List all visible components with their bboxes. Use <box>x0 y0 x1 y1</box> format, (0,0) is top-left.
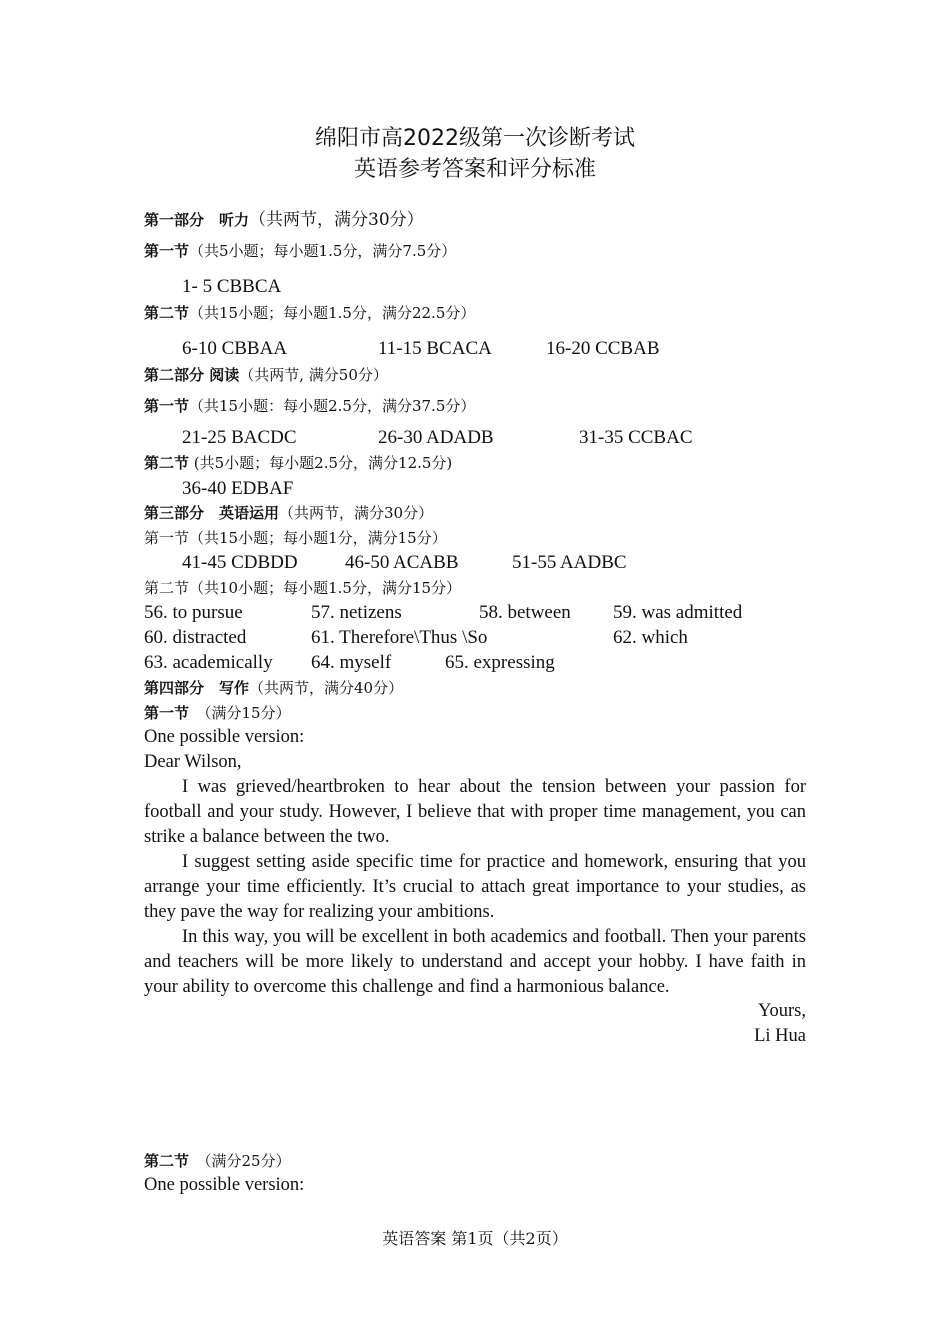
answer-item: 61. Therefore\Thus \So <box>311 627 488 648</box>
answer-item: 59. was admitted <box>613 602 743 623</box>
answer-item: 60. distracted <box>144 627 247 648</box>
answer-group: 31-35 CCBAC <box>579 427 693 448</box>
answer-item: 62. which <box>613 627 688 648</box>
letter-paragraph: I suggest setting aside specific time for practice and homework, ensuring that you arrange your time efficiently. It’s crucial to attach great importance to your studies, as they pave the way for realizing your ambitions. <box>144 852 806 922</box>
doc-title: 绵阳市高2022级第一次诊断考试 <box>315 126 635 151</box>
part1-heading: 第一部分 听力（共两节，满分30分） <box>144 210 424 230</box>
answer-item: 58. between <box>479 602 571 623</box>
answer-item: 65. expressing <box>445 652 555 673</box>
letter-paragraph: I was grieved/heartbroken to hear about the tension between your passion for football and your study. However, I believe that with proper time management, you can strike a balance between the two. <box>144 777 806 847</box>
letter-signature: Li Hua <box>754 1026 806 1046</box>
page-footer: 英语答案 第1页（共2页） <box>382 1229 568 1248</box>
answer-group: 6-10 CBBAA <box>182 338 288 359</box>
answer-group: 16-20 CCBAB <box>546 338 660 359</box>
answer-group: 11-15 BCACA <box>378 338 492 359</box>
answer-group: 26-30 ADADB <box>378 427 494 448</box>
part3-sec2-heading: 第二节（共10小题；每小题1.5分，满分15分） <box>144 579 462 597</box>
answer-group: 1- 5 CBBCA <box>182 276 282 297</box>
answer-item: 63. academically <box>144 652 273 673</box>
sample-version-label: One possible version: <box>144 1175 305 1195</box>
part2-sec1-heading: 第一节（共15小题：每小题2.5分，满分37.5分） <box>144 397 476 415</box>
part3-sec1-heading: 第一节（共15小题；每小题1分，满分15分） <box>144 529 447 547</box>
answer-group: 46-50 ACABB <box>345 552 459 573</box>
sample-version-label: One possible version: <box>144 727 305 747</box>
part2-sec2-heading: 第二节 (共5小题；每小题2.5分，满分12.5分) <box>144 454 453 472</box>
answer-group: 21-25 BACDC <box>182 427 297 448</box>
answer-item: 57. netizens <box>311 602 402 623</box>
answer-group: 36-40 EDBAF <box>182 478 294 499</box>
answer-group: 41-45 CDBDD <box>182 552 298 573</box>
answer-item: 64. myself <box>311 652 392 673</box>
answer-item: 56. to pursue <box>144 602 243 623</box>
letter-closing: Yours, <box>758 1001 806 1021</box>
letter-salutation: Dear Wilson, <box>144 752 242 772</box>
doc-subtitle: 英语参考答案和评分标准 <box>353 157 596 182</box>
part4-sec2-heading: 第二节 （满分25分） <box>144 1152 291 1170</box>
part3-heading: 第三部分 英语运用（共两节，满分30分） <box>144 504 434 522</box>
part2-heading: 第二部分 阅读（共两节, 满分50分） <box>144 366 388 384</box>
part4-sec1-heading: 第一节 （满分15分） <box>144 704 291 722</box>
answer-group: 51-55 AADBC <box>512 552 627 573</box>
letter-paragraph: In this way, you will be excellent in both academics and football. Then your parents and teachers will be more likely to understand and accept your hobby. I have faith in your ability to overcome this challenge and find a harmonious balance. <box>144 927 806 997</box>
part4-heading: 第四部分 写作（共两节，满分40分） <box>144 679 404 697</box>
part1-sec1-heading: 第一节（共5小题；每小题1.5分，满分7.5分） <box>144 242 457 260</box>
part1-sec2-heading: 第二节（共15小题；每小题1.5分，满分22.5分） <box>144 304 476 322</box>
